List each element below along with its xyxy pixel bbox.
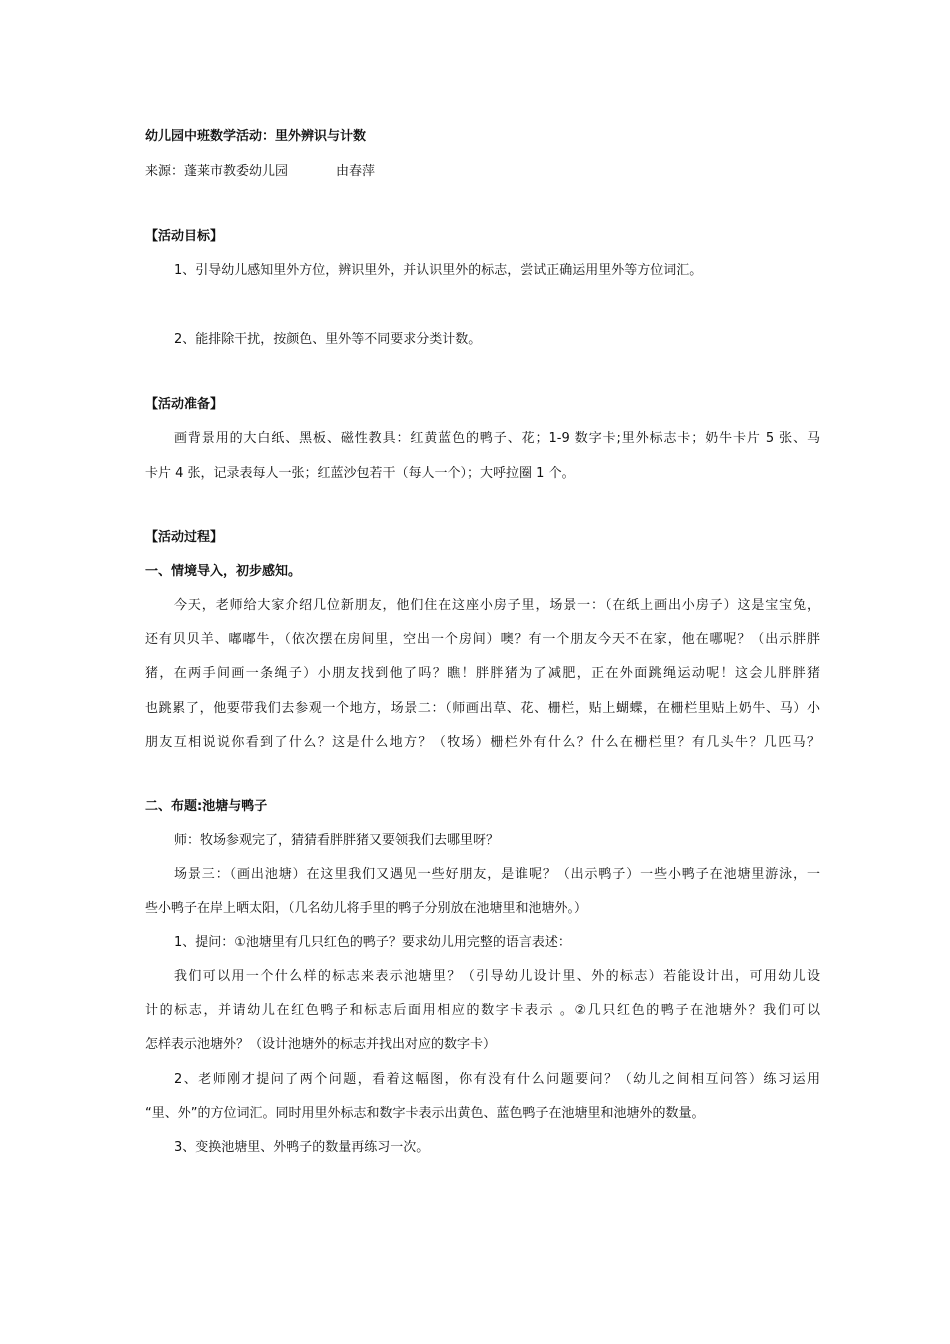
process-heading: 【活动过程】 [145,530,224,545]
part2-line: 1、提问：①池塘里有几只红色的鸭子？要求幼儿用完整的语言表述： [174,935,571,950]
part2-heading: 二、布题:池塘与鸭子 [145,799,268,814]
goals-heading: 【活动目标】 [145,229,224,244]
part2-line: 怎样表示池塘外？（设计池塘外的标志并找出对应的数字卡） [145,1037,497,1052]
part1-line: 也跳累了，他要带我们去参观一个地方，场景二：（师画出草、花、栅栏，贴上蝴蝶，在栅栏里贴上奶牛、马）小 [145,701,820,716]
part1-line: 今天，老师给大家介绍几位新朋友，他们住在这座小房子里，场景一：（在纸上画出小房子）这是宝宝兔， [174,598,820,613]
prep-heading: 【活动准备】 [145,397,224,412]
part1-line: 朋友互相说说你看到了什么？这是什么地方？（牧场）栅栏外有什么？什么在栅栏里？有几头牛？几匹马？ [145,735,820,750]
part2-line: 我们可以用一个什么样的标志来表示池塘里？（引导幼儿设计里、外的标志）若能设计出，可用幼儿设 [174,969,820,984]
author-name: 由春萍 [336,164,376,179]
part2-line: 2、老师刚才提问了两个问题，看着这幅图，你有没有什么问题要问？（幼儿之间相互问答）练习运用 [174,1072,820,1087]
part2-line: 3、变换池塘里、外鸭子的数量再练习一次。 [174,1140,430,1155]
part1-line: 猪，在两手间画一条绳子）小朋友找到他了吗？瞧！胖胖猪为了减肥，正在外面跳绳运动呢！这会儿胖胖猪 [145,666,820,681]
source-label: 来源：蓬莱市教委幼儿园 [145,164,289,179]
prep-line: 画背景用的大白纸、黑板、磁性教具：红黄蓝色的鸭子、花；1-9 数字卡;里外标志卡；奶牛卡片 5 张、马 [174,431,820,446]
part2-line: “里、外”的方位词汇。同时用里外标志和数字卡表示出黄色、蓝色鸭子在池塘里和池塘外的数量。 [145,1106,705,1121]
part2-line: 师：牧场参观完了，猜猜看胖胖猪又要领我们去哪里呀？ [174,833,500,848]
part1-line: 还有贝贝羊、嘟嘟牛，（依次摆在房间里，空出一个房间）噢？有一个朋友今天不在家，他在哪呢？（出示胖胖 [145,632,820,647]
part2-line: 计的标志，并请幼儿在红色鸭子和标志后面用相应的数字卡表示 。②几只红色的鸭子在池塘外？我们可以 [145,1003,820,1018]
source-line [145,163,820,181]
prep-line: 卡片 4 张，记录表每人一张；红蓝沙包若干（每人一个）；大呼拉圈 1 个。 [145,466,575,481]
goal-item: 2、能排除干扰，按颜色、里外等不同要求分类计数。 [174,332,482,347]
doc-title: 幼儿园中班数学活动：里外辨识与计数 [145,129,367,144]
part2-line: 些小鸭子在岸上晒太阳，（几名幼儿将手里的鸭子分别放在池塘里和池塘外。） [145,901,588,916]
goal-item: 1、引导幼儿感知里外方位，辨识里外，并认识里外的标志，尝试正确运用里外等方位词汇。 [174,263,703,278]
part2-line: 场景三：（画出池塘）在这里我们又遇见一些好朋友，是谁呢？（出示鸭子）一些小鸭子在池塘里游泳，一 [174,867,820,882]
part1-heading: 一、情境导入，初步感知。 [145,564,302,579]
